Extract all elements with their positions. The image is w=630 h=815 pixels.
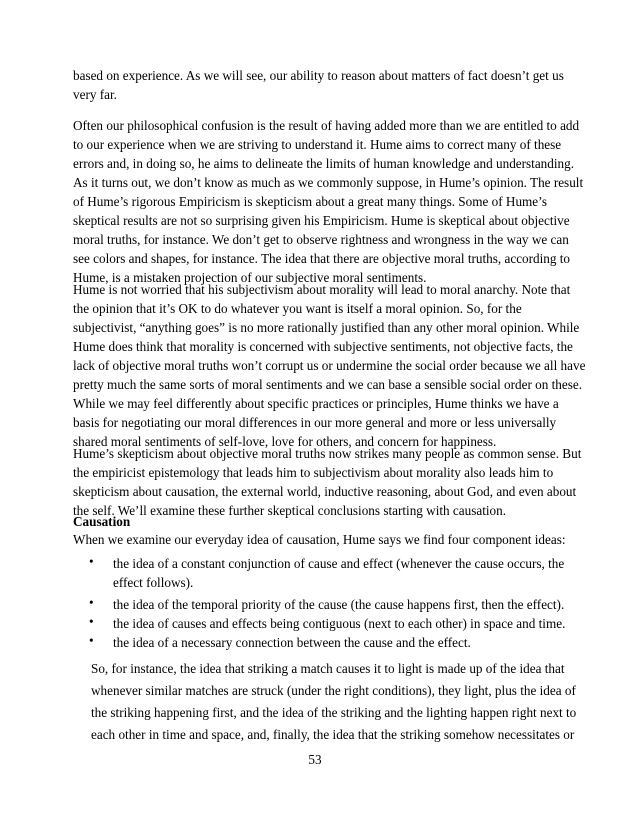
text-line: see colors and shapes, for instance. The idea that there are objective moral truths, according to: [73, 251, 571, 266]
bullet-icon: •: [89, 595, 94, 610]
text-line: basis for negotiating our moral differences in our more general and more or less universally: [73, 415, 557, 430]
list-item-text: the idea of a constant conjunction of cause and effect (whenever the cause occurs, the: [113, 556, 565, 571]
text-line: skepticism about causation, the external world, inductive reasoning, about God, and even about: [73, 484, 577, 499]
text-line: Hume is not worried that his subjectivism about morality will lead to moral anarchy. Note that: [73, 282, 571, 297]
text-line: So, for instance, the idea that striking a match causes it to light is made up of the idea that: [91, 661, 565, 676]
text-line: Hume’s skepticism about objective moral truths now strikes many people as common sense. But: [73, 446, 582, 461]
text-line: lack of objective moral truths won’t corrupt us or undermine the social order because we all have: [73, 358, 586, 373]
section-heading: Causation: [73, 514, 131, 529]
list-item: [73, 633, 557, 652]
list-item-text: the idea of the temporal priority of the cause (the cause happens first, then the effect).: [113, 597, 565, 612]
text-line: each other in time and space, and, finally, the idea that the striking somehow necessitates or: [91, 727, 575, 742]
text-line: errors and, in doing so, he aims to delineate the limits of human knowledge and understanding.: [73, 156, 575, 171]
text-line: Hume does think that morality is concerned with subjective sentiments, not objective facts, the: [73, 339, 573, 354]
list-item: [73, 554, 565, 592]
text-line: the opinion that it’s OK to do whatever you want is itself a moral opinion. So, for the: [73, 301, 522, 316]
text-line: As it turns out, we don’t know as much as we commonly suppose, in Hume’s opinion. The result: [73, 175, 584, 190]
list-item-text: effect follows).: [113, 575, 194, 590]
list-item-text: the idea of causes and effects being contiguous (next to each other) in space and time.: [113, 616, 566, 631]
text-line: very far.: [73, 87, 117, 102]
page-number: 53: [308, 752, 322, 767]
list-item: [73, 595, 565, 614]
text-line: the striking happening first, and the idea of the striking and the lighting happen right next to: [91, 705, 577, 720]
text-line: the self. We’ll examine these further skeptical conclusions starting with causation.: [73, 503, 507, 518]
list-item-text: the idea of a necessary connection between the cause and the effect.: [113, 635, 471, 650]
bullet-icon: •: [89, 633, 94, 648]
section-intro: When we examine our everyday idea of causation, Hume says we find four component ideas:: [73, 532, 566, 547]
text-line: shared moral sentiments of self-love, love for others, and concern for happiness.: [73, 434, 497, 449]
bullet-icon: •: [89, 614, 94, 629]
text-line: the empiricist epistemology that leads him to subjectivism about morality also leads him to: [73, 465, 554, 480]
text-line: While we may feel differently about specific practices or principles, Hume thinks we have a: [73, 396, 559, 411]
text-line: moral truths, for instance. We don’t get to observe rightness and wrongness in the way we can: [73, 232, 569, 247]
text-line: skeptical results are not so surprising given his Empiricism. Hume is skeptical about objective: [73, 213, 570, 228]
text-line: based on experience. As we will see, our ability to reason about matters of fact doesn’t get us: [73, 68, 564, 83]
text-line: pretty much the same sorts of moral sentiments and we can base a sensible social order on these.: [73, 377, 583, 392]
text-line: subjectivist, “anything goes” is no more rationally justified than any other moral opinion. While: [73, 320, 580, 335]
text-line: to our experience when we are striving to understand it. Hume aims to correct many of these: [73, 137, 562, 152]
text-line: whenever similar matches are struck (under the right conditions), they light, plus the idea of: [91, 683, 576, 698]
text-line: Often our philosophical confusion is the result of having added more than we are entitled to add: [73, 118, 580, 133]
bullet-icon: •: [89, 554, 94, 569]
list-item: [73, 614, 566, 633]
text-line: Hume, is a mistaken projection of our subjective moral sentiments.: [73, 270, 427, 285]
text-line: of Hume’s rigorous Empiricism is skepticism about a great many things. Some of Hume’s: [73, 194, 547, 209]
